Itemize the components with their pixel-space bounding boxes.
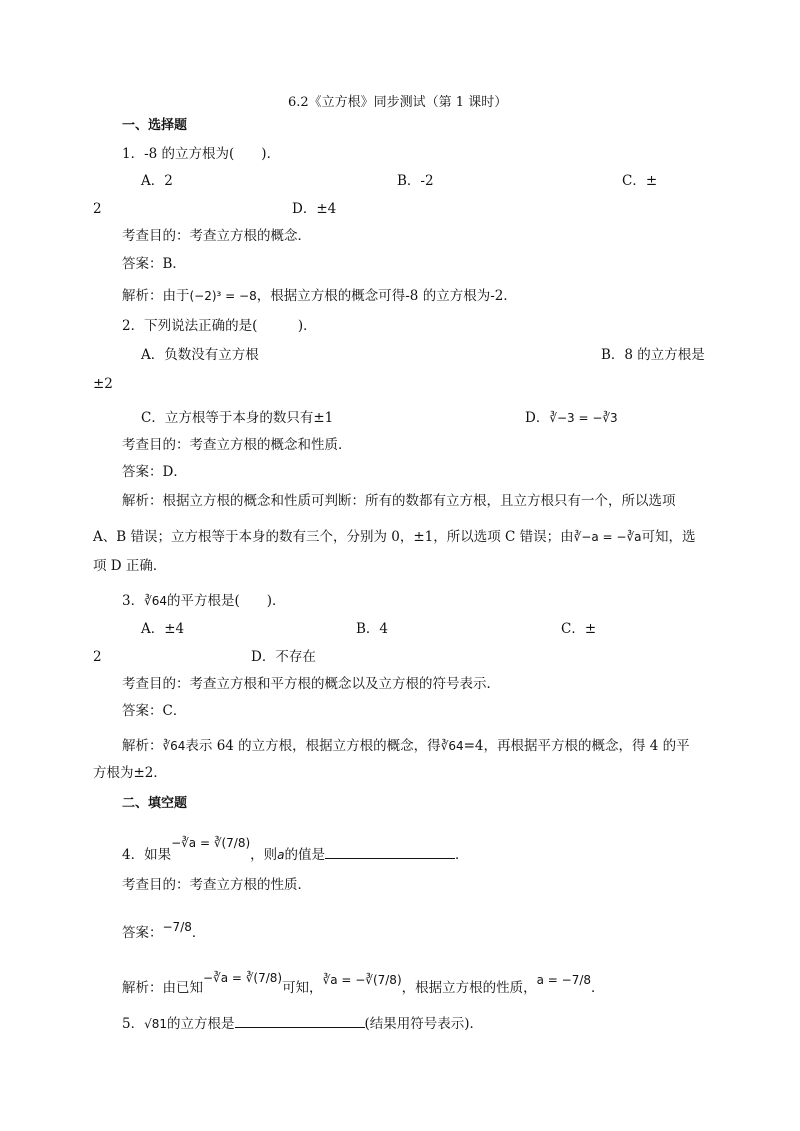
q1-option-a: A．2	[141, 173, 173, 189]
q5-answer-blank[interactable]	[235, 1015, 365, 1028]
q3-stem	[122, 592, 286, 610]
q1-answer: 答案：B．	[122, 256, 186, 272]
section-heading-fill: 二、填空题	[122, 796, 188, 811]
q1-stem: 1．-8 的立方根为( )．	[122, 146, 281, 162]
q4-stem-var-italic: a	[277, 848, 285, 862]
q4-purpose: 考查目的：考查立方根的性质．	[122, 877, 311, 893]
q5-stem-formula: √81	[144, 1017, 168, 1031]
q4-answer-pre: 答案：	[122, 925, 163, 941]
q3-analysis-line1	[122, 737, 690, 755]
q2-option-c: C．立方根等于本身的数只有±1	[141, 410, 334, 426]
q4-analysis-mid1: 可知，	[282, 980, 323, 996]
q4-analysis-formula-2: ∛a = −∛(7/8)	[322, 973, 402, 987]
q2-option-b: B．8 的立方根是	[601, 347, 705, 363]
q2-purpose: 考查目的：考查立方根的概念和性质．	[122, 437, 352, 453]
q4-stem-mid: ，则	[250, 847, 278, 863]
q3-analysis-formula-2: ∛64	[440, 739, 464, 753]
q3-analysis-formula-1: ∛64	[162, 739, 186, 753]
q1-analysis	[122, 287, 517, 305]
q4-analysis-end: ．	[591, 980, 605, 996]
q1-purpose: 考查目的：考查立方根的概念．	[122, 228, 311, 244]
q2-stem: 2．下列说法正确的是( )．	[122, 318, 317, 334]
q4-stem-end: ．	[455, 847, 469, 863]
q4-answer	[122, 920, 206, 942]
q4-analysis-pre: 解析：由已知	[122, 980, 203, 996]
q2-option-d-formula: ∛−3 = −∛3	[549, 411, 618, 425]
q4-analysis-formula-3: a = −7/8	[536, 973, 592, 987]
q4-answer-blank[interactable]	[325, 846, 455, 859]
q2-option-b-cont: ±2	[93, 376, 113, 392]
section-heading-choice: 一、选择题	[122, 118, 188, 133]
q5-stem	[122, 1015, 483, 1033]
q4-stem-post: 的值是	[284, 847, 326, 863]
q5-stem-post: 的立方根是	[167, 1016, 235, 1032]
q1-option-c-cont: 2	[93, 201, 102, 217]
q3-option-b: B．4	[356, 621, 389, 637]
q5-stem-number: 5．	[122, 1016, 145, 1032]
q2-analysis-line1: 解析：根据立方根的概念和性质可判断：所有的数都有立方根，且立方根只有一个，所以选项	[122, 493, 676, 509]
q3-analysis-mid: 表示 64 的立方根，根据立方根的概念，得	[185, 738, 441, 754]
q4-stem-pre: 4．如果	[122, 847, 172, 863]
q4-analysis	[122, 971, 605, 997]
q4-analysis-formula-1: −∛a = ∛(7/8)	[203, 971, 283, 985]
q3-option-d: D．不存在	[251, 649, 316, 665]
q4-stem-var	[277, 846, 284, 864]
q2-option-d-label: D．	[525, 410, 550, 426]
q3-answer: 答案：C．	[122, 703, 187, 719]
q2-analysis-line3: 项 D 正确．	[93, 558, 167, 574]
q2-analysis-formula: ∛−a = −∛a	[573, 530, 642, 544]
q3-stem-number: 3．	[122, 593, 145, 609]
q4-answer-formula: −7/8	[162, 920, 192, 934]
q3-stem-post: 的平方根是( )．	[167, 593, 286, 609]
q1-option-c: C．±	[622, 173, 658, 189]
q3-analysis-post: =4，再根据平方根的概念，得 4 的平	[463, 738, 690, 754]
page-title: 6.2《立方根》同步测试（第 1 课时）	[288, 95, 508, 110]
q1-option-d: D．±4	[292, 201, 337, 217]
q1-analysis-post: ，根据立方根的概念可得-8 的立方根为-2．	[256, 288, 517, 304]
q1-analysis-formula: (−2)³ = −8	[189, 289, 257, 303]
q3-option-c-cont: 2	[93, 649, 102, 665]
q4-stem-formula: −∛a = ∛(7/8)	[171, 836, 251, 850]
q3-analysis-pre: 解析：	[122, 738, 163, 754]
q1-analysis-pre: 解析：由于	[122, 288, 190, 304]
q4-answer-end: ．	[191, 925, 206, 941]
q3-option-a: A．±4	[141, 621, 185, 637]
q5-stem-end: (结果用符号表示)．	[364, 1016, 484, 1032]
q3-stem-formula: ∛64	[144, 594, 168, 608]
q2-analysis-line2-pre: A、B 错误；立方根等于本身的数有三个，分别为 0，±1，所以选项 C 错误；由	[93, 529, 574, 545]
q3-option-c: C．±	[561, 621, 597, 637]
q3-purpose: 考查目的：考查立方根和平方根的概念以及立方根的符号表示．	[122, 676, 500, 692]
q4-stem	[122, 836, 469, 864]
q2-option-a: A．负数没有立方根	[141, 347, 259, 363]
q2-analysis-line2-post: 可知，选	[641, 529, 696, 545]
q4-analysis-mid2: ，根据立方根的性质，	[401, 980, 537, 996]
q2-analysis-line2	[93, 528, 695, 546]
q1-option-b: B．-2	[397, 173, 434, 189]
q2-option-d	[525, 409, 618, 427]
q3-analysis-line2: 方根为±2．	[93, 765, 167, 781]
q2-answer: 答案：D．	[122, 464, 187, 480]
